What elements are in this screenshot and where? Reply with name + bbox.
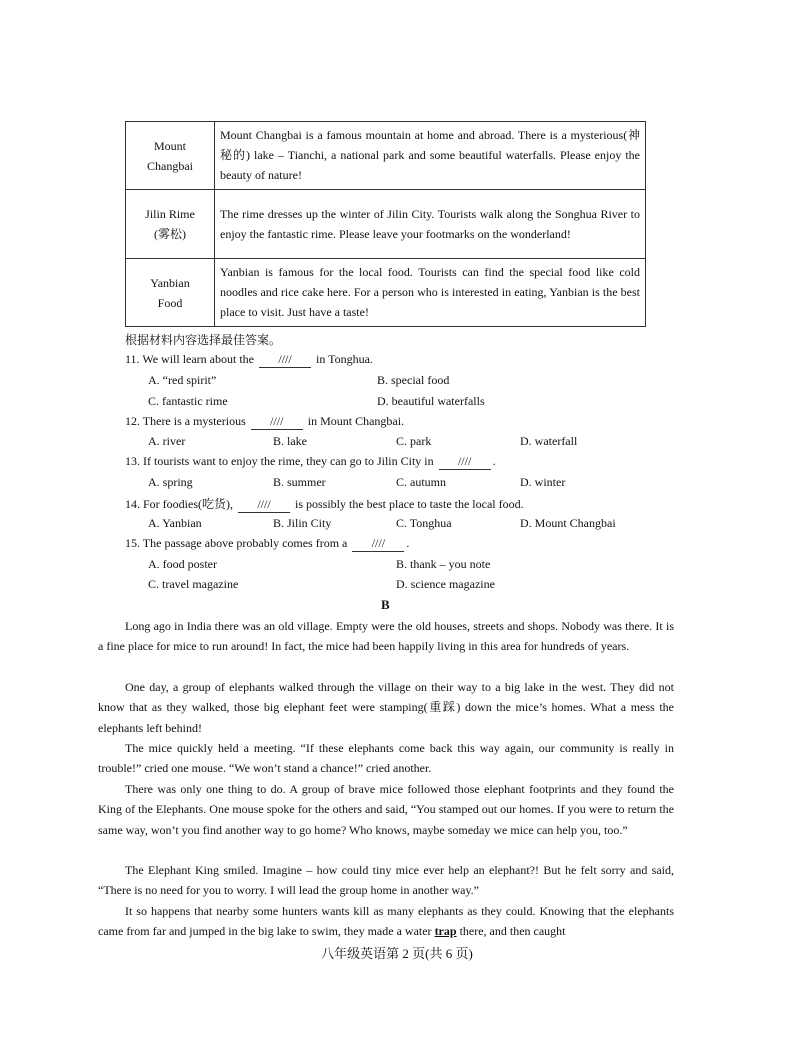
question-11 — [125, 352, 685, 368]
story-paragraph: The Elephant King smiled. Imagine – how could tiny mice ever help an elephant?! But he felt sorry and said, “There is no need for you to worry. I will lead the group home in another way.” — [98, 863, 674, 898]
question-14 — [125, 495, 685, 513]
option-a: A. food poster — [148, 557, 217, 571]
place-cell — [126, 122, 215, 190]
option-d: D. science magazine — [396, 577, 495, 591]
question-12 — [125, 414, 685, 430]
question-stem: 14. For foodies(吃货), — [125, 497, 233, 511]
option-c: C. park — [396, 434, 432, 448]
option-c: C. fantastic rime — [148, 394, 228, 408]
answer-blank: //// — [238, 497, 290, 513]
story-paragraph: There was only one thing to do. A group of brave mice followed those elephant footprints and they found the King of the Elephants. One mouse spoke for the others and said, “You stamped out our homes. If you were to return the same way, won’t you find another way to go home? Who knows, maybe someday we mice can help you, too.” — [98, 782, 674, 837]
question-stem-end: in Tonghua. — [316, 352, 373, 366]
answer-blank: //// — [439, 454, 491, 470]
option-c: C. Tonghua — [396, 516, 452, 530]
place-name-line1: Jilin Rime — [145, 207, 195, 221]
option-d: D. beautiful waterfalls — [377, 394, 485, 408]
question-stem-end: in Mount Changbai. — [307, 414, 405, 428]
place-cell — [126, 259, 215, 327]
description-cell: Yanbian is famous for the local food. Tourists can find the special food like cold noodles and rice cake here. For a person who is interested in eating, Yanbian is the best place to visit. Just have a taste! — [215, 259, 646, 327]
story-paragraph: Long ago in India there was an old village. Empty were the old houses, streets and shops. Nobody was there. It is a fine place for mice to run around! In fact, the mice had been happily living in this area for hundreds of years. — [98, 619, 674, 654]
question-13 — [125, 454, 685, 470]
option-b: B. thank – you note — [396, 557, 491, 571]
option-d: D. winter — [520, 475, 566, 489]
option-d: D. waterfall — [520, 434, 578, 448]
option-b: B. summer — [273, 475, 326, 489]
story-text: there, and then caught — [459, 924, 566, 939]
option-d: D. Mount Changbai — [520, 516, 616, 530]
option-a: A. Yanbian — [148, 516, 202, 530]
question-stem: 15. The passage above probably comes from a — [125, 536, 348, 550]
option-a: A. “red spirit” — [148, 373, 217, 387]
table-row — [126, 190, 646, 259]
option-c: C. autumn — [396, 475, 446, 489]
story-text: It so happens that nearby some hunters wants kill as many elephants as they could. Knowing that the elephants came from far and jumped in the big lake to swim, they made a water — [98, 904, 674, 939]
description-cell: Mount Changbai is a famous mountain at home and abroad. There is a mysterious(神秘的) lake – Tianchi, a national park and some beautiful waterfalls. Please enjoy the beauty of nature! — [215, 122, 646, 190]
table-row — [126, 122, 646, 190]
tourism-table — [125, 121, 646, 327]
option-b: B. Jilin City — [273, 516, 332, 530]
section-heading: B — [381, 597, 390, 612]
question-stem: 13. If tourists want to enjoy the rime, they can go to Jilin City in — [125, 454, 434, 468]
place-name-line2: Food — [157, 295, 183, 310]
question-stem: 12. There is a mysterious — [125, 414, 246, 428]
option-a: A. spring — [148, 475, 193, 489]
description-cell: The rime dresses up the winter of Jilin City. Tourists walk along the Songhua River to enjoy the fantastic rime. Please leave your footmarks on the wonderland! — [215, 190, 646, 259]
question-stem: 11. We will learn about the — [125, 352, 254, 366]
place-name-line2: Changbai — [147, 158, 193, 173]
question-stem-end: is possibly the best place to taste the local food. — [295, 497, 524, 511]
place-cell — [126, 190, 215, 259]
highlighted-word: trap — [434, 924, 457, 939]
place-name-line1: Yanbian — [150, 275, 190, 290]
option-b: B. special food — [377, 373, 450, 387]
page-footer: 八年级英语第 2 页(共 6 页) — [321, 946, 473, 961]
option-b: B. lake — [273, 434, 307, 448]
place-name-line1: Mount — [153, 138, 186, 153]
answer-blank: //// — [259, 352, 311, 368]
option-c: C. travel magazine — [148, 577, 239, 591]
story-paragraph: One day, a group of elephants walked through the village on their way to a big lake in the west. They did not know that as they walked, those big elephant feet were stamping(重踩) down the mice’s homes. What a mess the elephants left behind! — [98, 680, 674, 735]
answer-blank: //// — [251, 414, 303, 430]
question-stem-end: . — [406, 536, 410, 550]
option-a: A. river — [148, 434, 186, 448]
story-paragraph — [98, 901, 674, 942]
place-name-line2: (雾松) — [154, 227, 186, 241]
question-15 — [125, 536, 685, 552]
answer-blank: //// — [352, 536, 404, 552]
question-stem-end: . — [492, 454, 496, 468]
table-row — [126, 259, 646, 327]
instruction-text: 根据材料内容选择最佳答案。 — [125, 333, 282, 347]
story-paragraph: The mice quickly held a meeting. “If these elephants come back this way again, our community is really in trouble!” cried one mouse. “We won’t stand a chance!” cried another. — [98, 741, 674, 776]
